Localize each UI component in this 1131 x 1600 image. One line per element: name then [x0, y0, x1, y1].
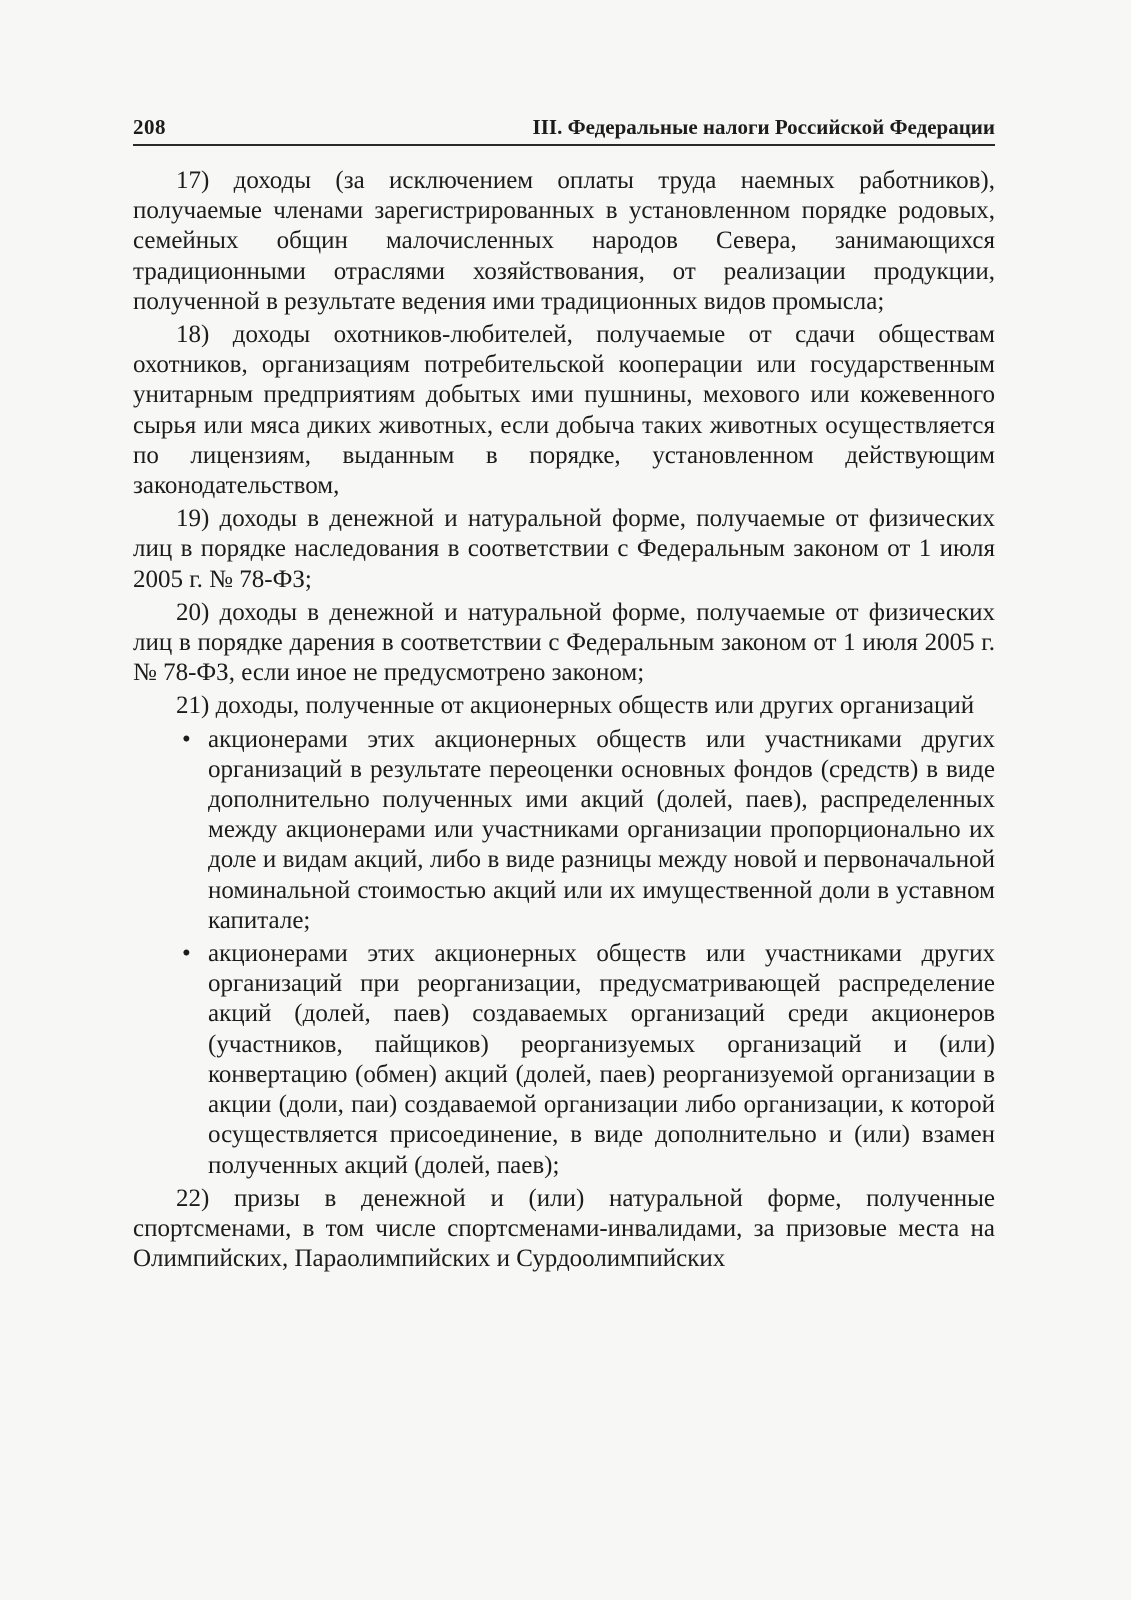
paragraph-item-17: 17) доходы (за исключением оплаты труда наемных работников), получаемые членами зарегистрированных в установленном порядке родовых, семейных общин малочисленных народов Севера, занимающихся традиционными отраслями хозяйствования, от реализации продукции, полученной в результате ведения ими традиционных видов промысла;	[133, 167, 995, 315]
page-body	[133, 166, 995, 1277]
paragraph-item-20: 20) доходы в денежной и натуральной форме, получаемые от физических лиц в порядке дарения в соответствии с Федеральным законом от 1 июля 2005 г. № 78-ФЗ, если иное не предусмотрено законом;	[133, 598, 995, 687]
page-header	[133, 110, 995, 146]
list-item: • акционерами этих акционерных обществ или участниками других организаций в результате переоценки основных фондов (средств) в виде дополнительно полученных ими акций (долей, паев), распределенных между акционерами или участниками организации пропорционально их доле и видам акций, либо в виде разницы между новой и первоначальной номинальной стоимостью акций или их имущественной доли в уставном капитале;	[208, 725, 995, 936]
list-item: • акционерами этих акционерных обществ или участниками других организаций при реорганизации, предусматривающей распределение акций (долей, паев) создаваемых организаций среди акционеров (участников, пайщиков) реорганизуемых организаций и (или) конвертацию (обмен) акций (долей, паев) реорганизуемой организации в акции (доли, паи) создаваемой организации либо организации, к которой осуществляется присоединение, в виде дополнительно и (или) взамен полученных акций (долей, паев);	[208, 939, 995, 1181]
paragraph-item-18: 18) доходы охотников-любителей, получаемые от сдачи обществам охотников, организациям потребительской кооперации или государственным унитарным предприятиям добытых ими пушнины, мехового или кожевенного сырья или мяса диких животных, если добыча таких животных осуществляется по лицензиям, выданным в порядке, установленном действующим законодательством,	[133, 321, 995, 500]
paragraph-item-22: 22) призы в денежной и (или) натуральной форме, полученные спортсменами, в том числе спортсменами-инвалидами, за призовые места на Олимпийских, Параолимпийских и Сурдоолимпийских	[133, 1184, 995, 1273]
paragraph-item-19: 19) доходы в денежной и натуральной форме, получаемые от физических лиц в порядке наследования в соответствии с Федеральным законом от 1 июля 2005 г. № 78-ФЗ;	[133, 505, 995, 593]
bullet-list-item-21	[133, 725, 995, 1181]
page-number: 208	[133, 115, 166, 139]
paragraph-item-21: 21) доходы, полученные от акционерных обществ или других организаций	[176, 692, 975, 720]
running-title: III. Федеральные налоги Российской Федерации	[532, 115, 995, 139]
